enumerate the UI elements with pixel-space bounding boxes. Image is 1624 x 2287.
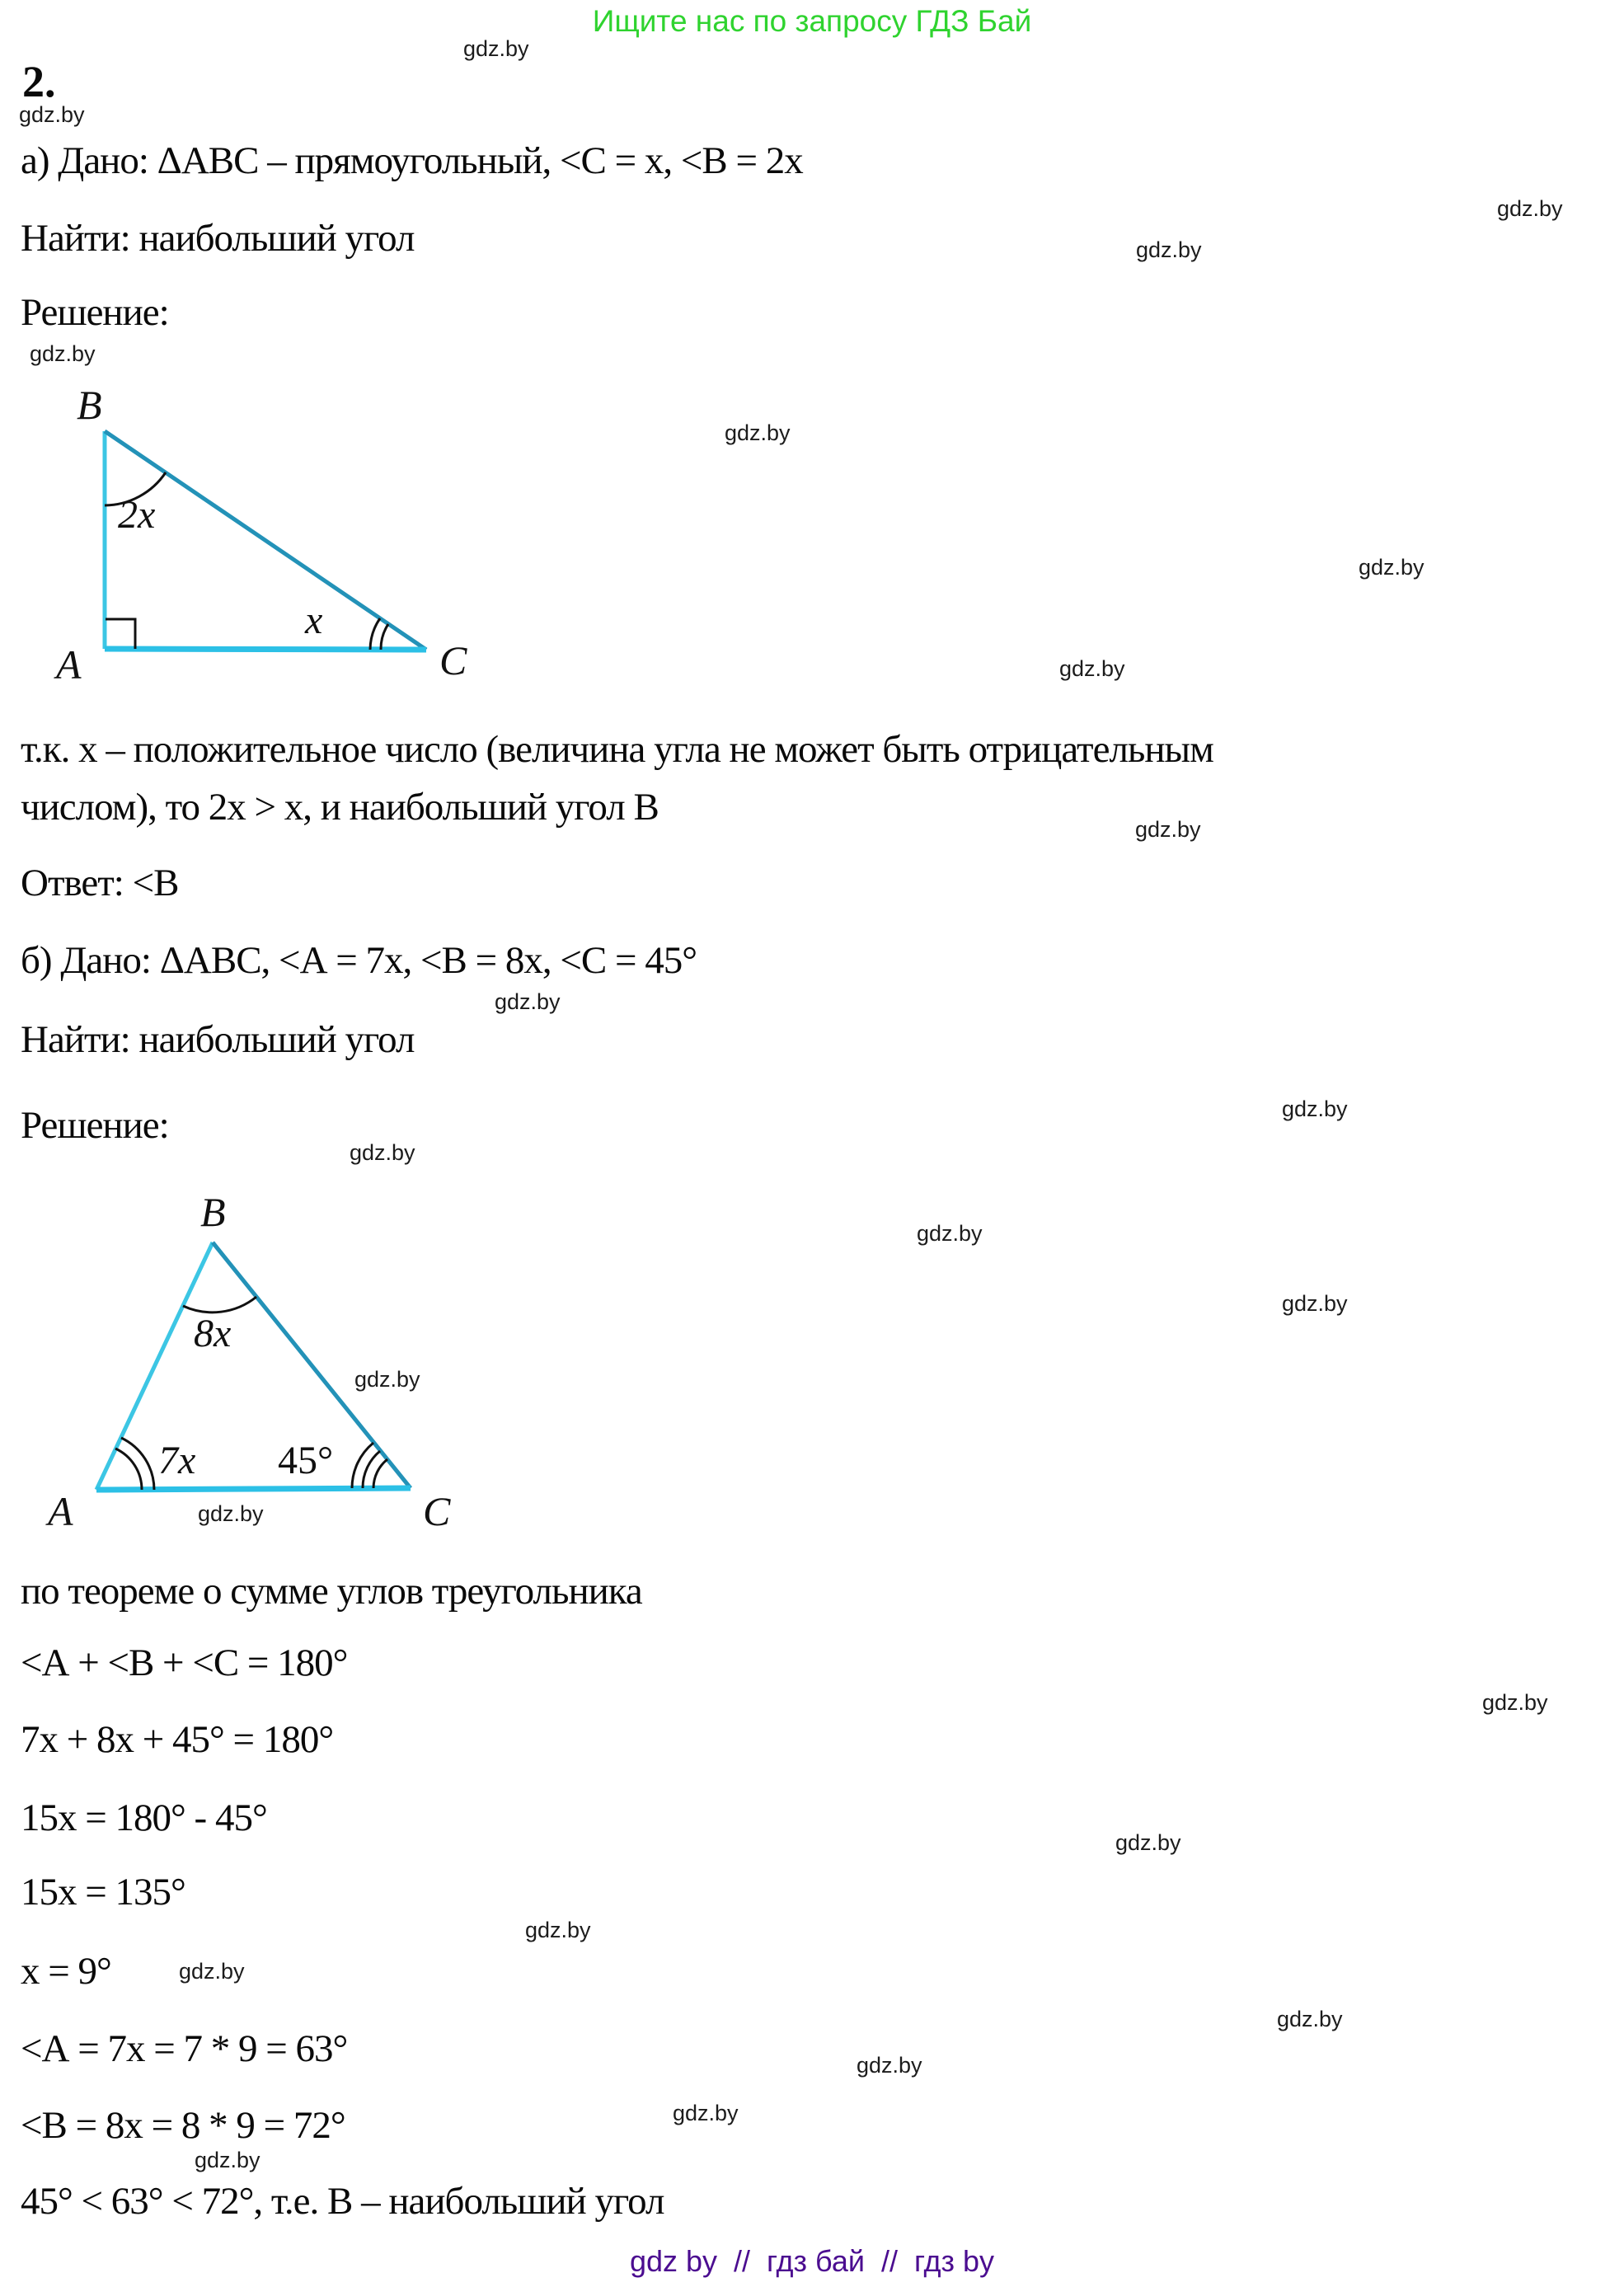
part-b-solution-label: Решение: xyxy=(21,1104,169,1147)
solution-step: по теореме о сумме углов треугольника xyxy=(21,1570,642,1613)
part-a-solution-label: Решение: xyxy=(21,291,169,334)
part-a-answer-line: Ответ: <В xyxy=(21,862,179,904)
gdz-watermark: gdz.by xyxy=(495,989,561,1014)
gdz-watermark: gdz.by xyxy=(354,1367,420,1392)
angle-c-arc-1 xyxy=(373,1459,387,1488)
gdz-watermark: gdz.by xyxy=(198,1501,264,1526)
gdz-watermark: gdz.by xyxy=(1497,196,1563,221)
right-angle-mark xyxy=(106,619,135,649)
gdz-watermark: gdz.by xyxy=(1115,1830,1181,1855)
angle-c-value: 45° xyxy=(278,1439,334,1482)
gdz-watermark: gdz.by xyxy=(917,1221,983,1246)
gdz-watermark: gdz.by xyxy=(30,341,96,366)
angle-a-arc-2 xyxy=(121,1438,154,1490)
angle-c-arc-1 xyxy=(381,624,388,650)
gdz-watermark: gdz.by xyxy=(463,36,529,61)
triangle-figure xyxy=(41,1179,478,1550)
part-a-find-line: Найти: наибольший угол xyxy=(21,217,415,260)
gdz-watermark: gdz.by xyxy=(857,2053,922,2078)
gdz-watermark: gdz.by xyxy=(350,1140,415,1165)
footer-sitename: gdz by // гдз бай // гдз by xyxy=(629,2244,995,2278)
angle-c-value: x xyxy=(305,599,323,642)
vertex-a-label: A xyxy=(48,1488,73,1534)
vertex-a-label: A xyxy=(56,641,82,688)
solution-step: 45° < 63° < 72°, т.е. В – наибольший угол xyxy=(21,2180,664,2223)
gdz-watermark: gdz.by xyxy=(1136,237,1202,262)
gdz-watermark: gdz.by xyxy=(1482,1690,1548,1715)
angle-b-value: 8x xyxy=(194,1312,232,1355)
problem-number: 2. xyxy=(22,57,56,106)
vertex-c-label: C xyxy=(423,1488,451,1534)
gdz-watermark: gdz.by xyxy=(1359,555,1425,580)
part-a-reasoning-line1: т.к. х – положительное число (величина угла не может быть отрицательным xyxy=(21,728,1213,771)
part-a-given-line: а) Дано: ΔАВС – прямоугольный, <С = х, <В = 2х xyxy=(21,139,803,182)
gdz-watermark: gdz.by xyxy=(179,1959,245,1984)
gdz-watermark: gdz.by xyxy=(525,1918,591,1942)
gdz-watermark: gdz.by xyxy=(673,2101,739,2125)
solution-step: х = 9° xyxy=(21,1950,111,1993)
solution-step: <В = 8х = 8 * 9 = 72° xyxy=(21,2104,345,2147)
part-b-find-line: Найти: наибольший угол xyxy=(21,1018,415,1061)
triangle1-side-ac xyxy=(105,649,426,650)
right-triangle-figure xyxy=(33,371,495,709)
gdz-watermark: gdz.by xyxy=(725,420,791,445)
triangle1-side-bc xyxy=(105,431,426,650)
gdz-watermark: gdz.by xyxy=(1282,1291,1348,1316)
solution-step: 15х = 180° - 45° xyxy=(21,1796,267,1839)
gdz-watermark: gdz.by xyxy=(1059,656,1125,681)
angle-c-arc-2 xyxy=(370,618,380,650)
gdz-watermark: gdz.by xyxy=(195,2148,260,2172)
gdz-watermark: gdz.by xyxy=(1135,817,1201,842)
angle-b-value: 2x xyxy=(118,493,156,537)
solution-step: <А + <В + <С = 180° xyxy=(21,1641,348,1684)
gdz-watermark: gdz.by xyxy=(1282,1097,1348,1121)
vertex-b-label: B xyxy=(77,382,102,428)
angle-b-arc xyxy=(183,1297,256,1313)
solution-step: 7х + 8х + 45° = 180° xyxy=(21,1718,334,1761)
part-a-reasoning-line2: числом), то 2х > х, и наибольший угол В xyxy=(21,786,659,829)
triangle2-side-ac xyxy=(96,1488,411,1490)
promo-banner: Ищите нас по запросу ГДЗ Бай xyxy=(592,4,1032,38)
solution-step: <А = 7х = 7 * 9 = 63° xyxy=(21,2027,348,2070)
angle-a-value: 7x xyxy=(158,1439,196,1482)
angle-a-arc-1 xyxy=(115,1449,142,1490)
part-b-given-line: б) Дано: ΔАВС, <А = 7х, <В = 8х, <С = 45° xyxy=(21,939,697,982)
gdz-watermark: gdz.by xyxy=(19,102,85,127)
gdz-watermark: gdz.by xyxy=(1277,2007,1343,2031)
solution-step: 15х = 135° xyxy=(21,1871,185,1914)
vertex-c-label: C xyxy=(439,637,467,683)
vertex-b-label: B xyxy=(200,1189,226,1235)
